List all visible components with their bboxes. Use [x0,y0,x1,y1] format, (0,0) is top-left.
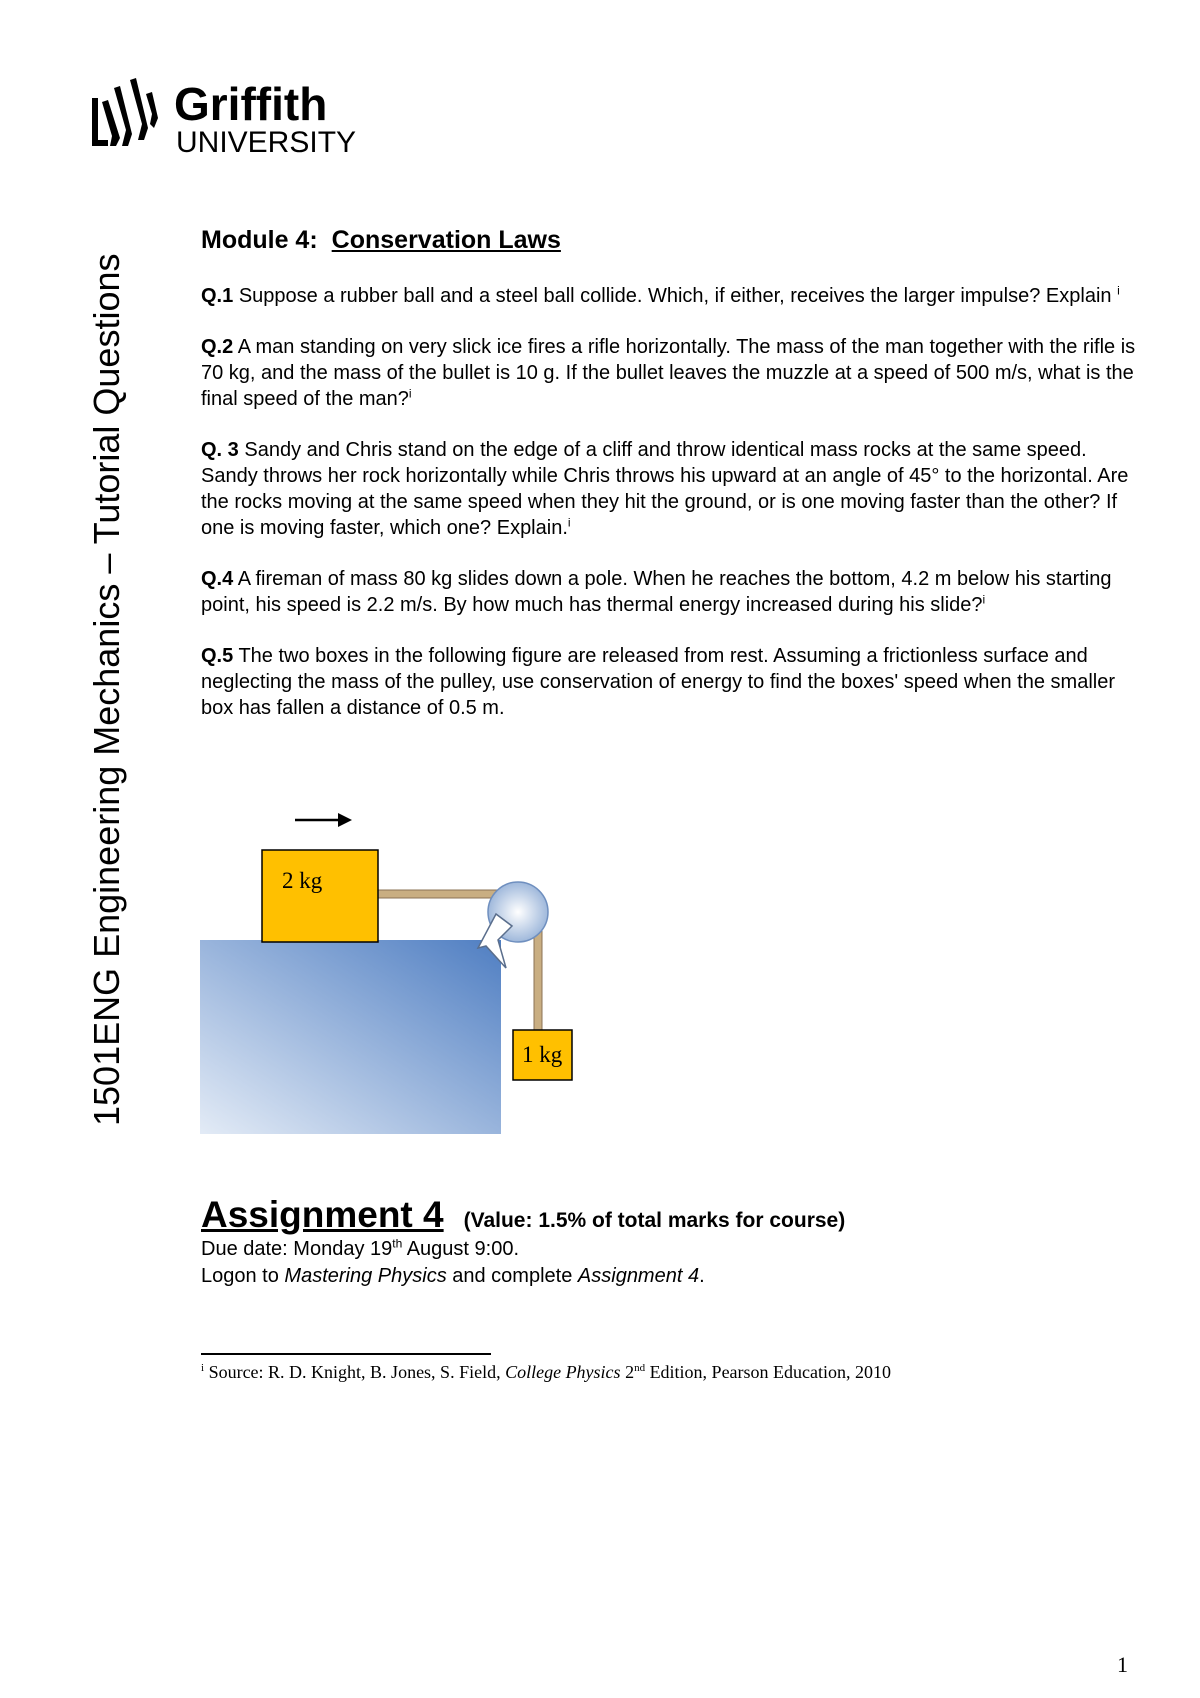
question-2 [201,334,1141,412]
question-text: Suppose a rubber ball and a steel ball collide. Which, if either, receives the larger impulse? Explain [238,285,1112,307]
question-label: Q.1 [201,285,234,307]
table-surface [200,940,501,1134]
due-date [201,1236,1101,1263]
due-text-end: August 9:00. [402,1238,520,1260]
footnote-ref: i [567,515,571,530]
assignment-section [201,1194,1101,1290]
box-2kg-label: 2 kg [282,868,323,893]
box-2kg [262,850,378,942]
footnote [201,1362,891,1383]
motion-arrow-icon [295,813,352,827]
footnote-separator [201,1353,491,1355]
module-prefix: Module 4: [201,226,318,254]
logon-text: . [699,1265,705,1287]
page-number: 1 [1117,1652,1128,1677]
assignment-name: Assignment 4 [577,1265,700,1287]
footnote-text: Edition, Pearson Education, 2010 [645,1362,892,1382]
pulley-figure [200,808,580,1136]
logo-subtitle: UNIVERSITY [176,126,357,159]
griffith-logo [88,78,408,162]
due-text: Due date: Monday 19 [201,1238,393,1260]
question-5 [201,643,1141,721]
footnote-text: 2 [620,1362,635,1382]
footnote-ref: i [408,386,412,401]
logo-name: Griffith [174,78,328,130]
footnote-sup: nd [634,1362,646,1374]
vertical-course-title: 1501ENG Engineering Mechanics – Tutorial Questions [86,253,127,1126]
footnote-book: College Physics [505,1362,621,1382]
question-4 [201,566,1141,618]
question-1 [201,283,1141,309]
module-heading [201,226,1141,255]
question-label: Q. 3 [201,439,239,461]
question-text: A fireman of mass 80 kg slides down a pole. When he reaches the bottom, 4.2 m below his starting point, his speed is 2.2 m/s. By how much has thermal energy increased during his slide? [201,568,1112,616]
question-label: Q.4 [201,568,234,590]
logon-instruction [201,1263,1101,1290]
box-1kg-label: 1 kg [522,1042,563,1067]
footnote-text: Source: R. D. Knight, B. Jones, S. Field, [204,1362,506,1382]
assignment-value: (Value: 1.5% of total marks for course) [463,1209,846,1232]
tutorial-content [201,226,1141,746]
module-title: Conservation Laws [331,226,561,254]
question-label: Q.2 [201,336,234,358]
footnote-ref: i [982,592,986,607]
question-text: A man standing on very slick ice fires a rifle horizontally. The mass of the man together with the rifle is 70 kg, and the mass of the bullet is 10 g. If the bullet leaves the muzzle at a speed of 500 m/s, what is the final speed of the man? [201,336,1136,410]
logon-text: Logon to [201,1265,285,1287]
question-3 [201,437,1141,541]
mastering-physics-link: Mastering Physics [284,1265,447,1287]
footnote-ref: i [1117,283,1120,298]
rope-horizontal [376,890,500,898]
assignment-title: Assignment 4 [201,1194,444,1235]
due-sup: th [392,1236,403,1251]
question-label: Q.5 [201,645,234,667]
question-text: The two boxes in the following figure are released from rest. Assuming a frictionless surface and neglecting the mass of the pulley, use conservation of energy to find the boxes' speed when the smaller box has fallen a distance of 0.5 m. [201,645,1115,719]
griffith-emblem-icon [92,78,158,146]
logon-text: and complete [446,1265,578,1287]
question-text: Sandy and Chris stand on the edge of a cliff and throw identical mass rocks at the same speed. Sandy throws her rock horizontally while Chris throws his upward at an angle of 45° to the horizontal. Are the rocks moving at the same speed when they hit the ground, or is one moving faster than the other? If one is moving faster, which one? Explain. [201,439,1129,539]
footnote-mark: i [201,1362,205,1374]
